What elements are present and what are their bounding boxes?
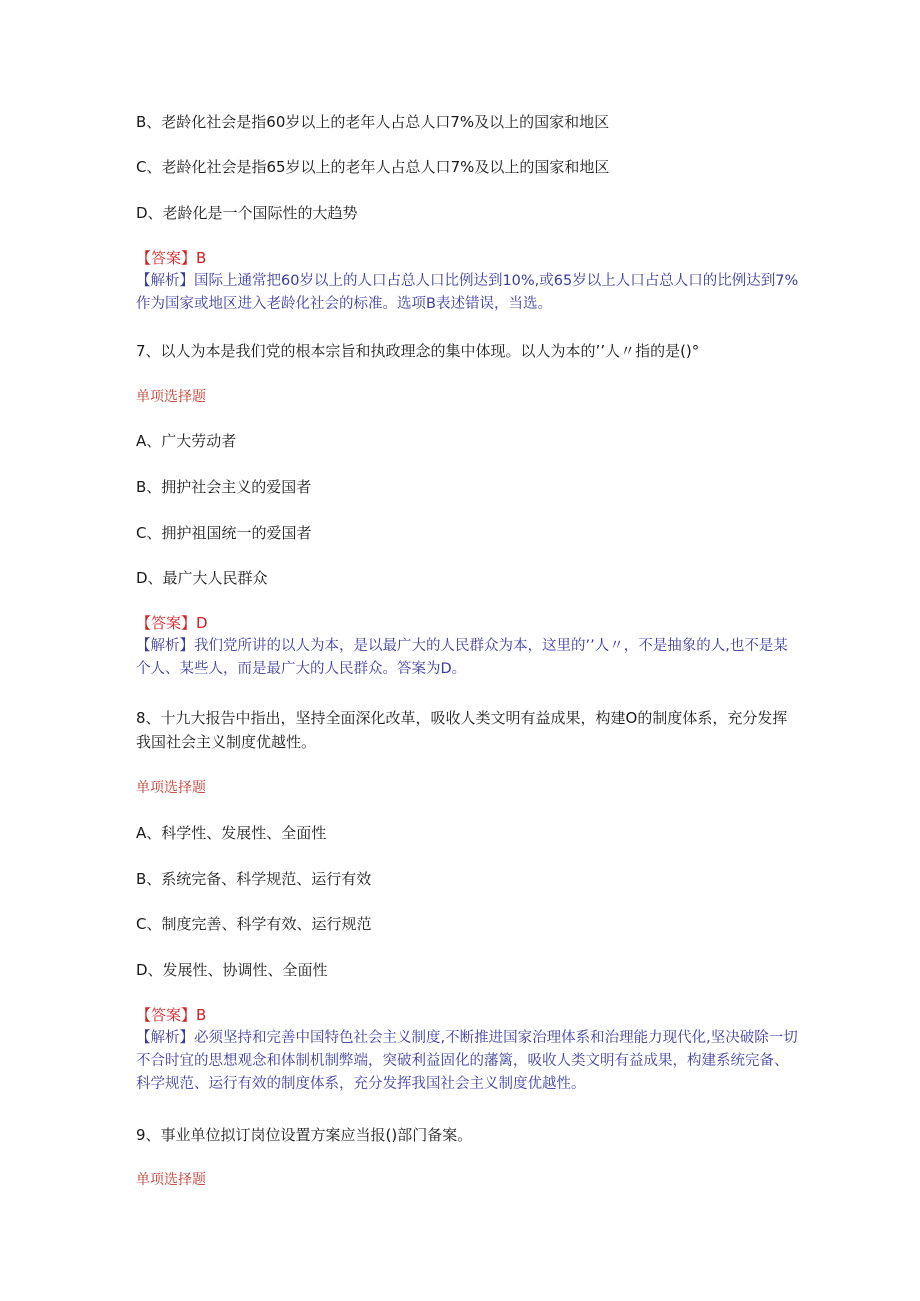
analysis-tag: 【解析】	[136, 273, 194, 289]
q8-option-d: D、发展性、协调性、全面性	[136, 961, 328, 979]
q7-type: 单项选择题	[136, 389, 206, 405]
answer-tag: 【答案】	[136, 249, 197, 267]
q6-option-d: D、老龄化是一个国际性的大趋势	[136, 204, 358, 222]
answer-tag: 【答案】	[136, 614, 197, 632]
q7-answer	[136, 612, 208, 634]
q8-option-c: C、制度完善、科学有效、运行规范	[136, 915, 372, 933]
analysis-text: 我们党所讲的以人为本，是以最广大的人民群众为本，这里的’’人〃，不是抽象的人,也不是某个人、某些人，而是最广大的人民群众。答案为D。	[136, 638, 788, 677]
q7-option-d: D、最广大人民群众	[136, 569, 268, 587]
q6-answer	[136, 247, 206, 269]
q8-option-b: B、系统完备、科学规范、运行有效	[136, 870, 372, 888]
q7-option-c: C、拥护祖国统一的爱国者	[136, 524, 312, 542]
answer-value: D	[196, 614, 208, 632]
q7-question: 7、以人为本是我们党的根本宗旨和执政理念的集中体现。以人为本的’’人〃指的是()°	[136, 342, 700, 360]
q8-question: 8、十九大报告中指出，坚持全面深化改革，吸收人类文明有益成果，构建O的制度体系，充分发挥我国社会主义制度优越性。	[136, 709, 788, 751]
analysis-tag: 【解析】	[136, 1030, 194, 1046]
q6-option-c: C、老龄化社会是指65岁以上的老年人占总人口7%及以上的国家和地区	[136, 158, 610, 176]
q9-question: 9、事业单位拟订岗位设置方案应当报()部门备案。	[136, 1126, 473, 1144]
q7-option-a: A、广大劳动者	[136, 432, 237, 450]
q8-option-a: A、科学性、发展性、全面性	[136, 824, 327, 842]
answer-value: B	[196, 1006, 207, 1024]
q7-option-b: B、拥护社会主义的爱国者	[136, 478, 312, 496]
q6-analysis	[136, 270, 801, 316]
answer-value: B	[196, 249, 207, 267]
answer-tag: 【答案】	[136, 1006, 197, 1024]
analysis-text: 国际上通常把60岁以上的人口占总人口比例达到10%,或65岁以上人口占总人口的比例达到7%作为国家或地区进入老龄化社会的标准。选项B表述错误，当选。	[136, 273, 799, 312]
q7-analysis	[136, 635, 801, 681]
q9-type: 单项选择题	[136, 1172, 206, 1188]
q6-option-b: B、老龄化社会是指60岁以上的老年人占总人口7%及以上的国家和地区	[136, 113, 610, 131]
q8-type: 单项选择题	[136, 780, 206, 796]
analysis-text: 必须坚持和完善中国特色社会主义制度,不断推进国家治理体系和治理能力现代化,坚决破除一切不合时宜的思想观念和体制机制弊端，突破利益固化的藩篱，吸收人类文明有益成果，构建系统完备、科学规范、运行有效的制度体系，充分发挥我国社会主义制度优越性。	[136, 1030, 798, 1092]
q8-answer	[136, 1004, 206, 1026]
analysis-tag: 【解析】	[136, 638, 194, 654]
q8-analysis	[136, 1027, 801, 1096]
